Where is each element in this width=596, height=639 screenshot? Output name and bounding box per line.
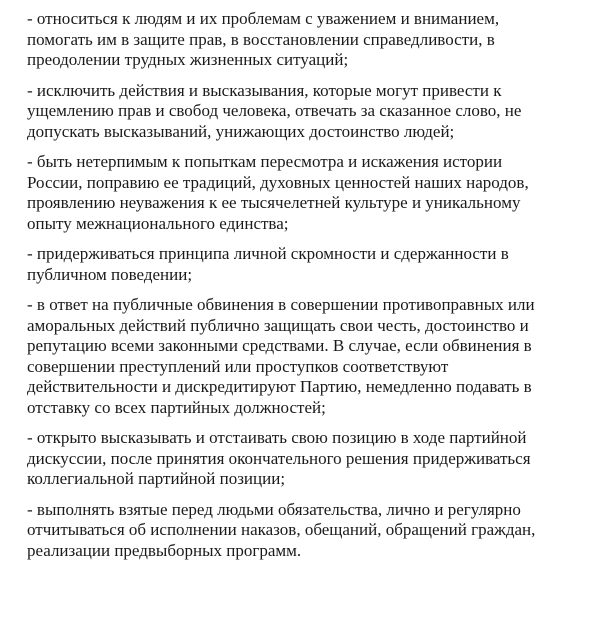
paragraph-exclude-actions: - исключить действия и высказывания, которые могут привести к ущемлению прав и свобод человека, отвечать за сказанное слово, не допускать высказываний, унижающих достоинство людей; (27, 80, 522, 141)
paragraph-obligations: - выполнять взятые перед людьми обязательства, лично и регулярно отчитываться об исполнении наказов, обещаний, обращений граждан, реализации предвыборных программ. (27, 499, 536, 560)
paragraph-respect-people: - относиться к людям и их проблемам с уважением и вниманием, помогать им в защите прав, в восстановлении справедливости, в преодолении трудных жизненных ситуаций; (27, 9, 500, 69)
paragraph-history: - быть нетерпимым к попыткам пересмотра и искажения истории России, поправию ее традиций, духовных ценностей наших народов, проявлению неуважения к ее тысячелетней культуре и уникальному опыту межнационального единства; (27, 152, 529, 233)
paragraph-public-accusations: - в ответ на публичные обвинения в совершении противоправных или аморальных действий публично защищать свои честь, достоинство и репутацию всеми законными средствами. В случае, если обвинения в совершении преступлений или проступков соответствуют действительности и дискредитируют Партию, немедленно подавать в отставку со всех партийных должностей; (27, 295, 535, 417)
paragraph-party-discussion: - открыто высказывать и отстаивать свою позицию в ходе партийной дискуссии, после принятия окончательного решения придерживаться коллегиальной партийной позиции; (27, 428, 531, 488)
paragraph-modesty: - придерживаться принципа личной скромности и сдержанности в публичном поведении; (27, 244, 509, 284)
